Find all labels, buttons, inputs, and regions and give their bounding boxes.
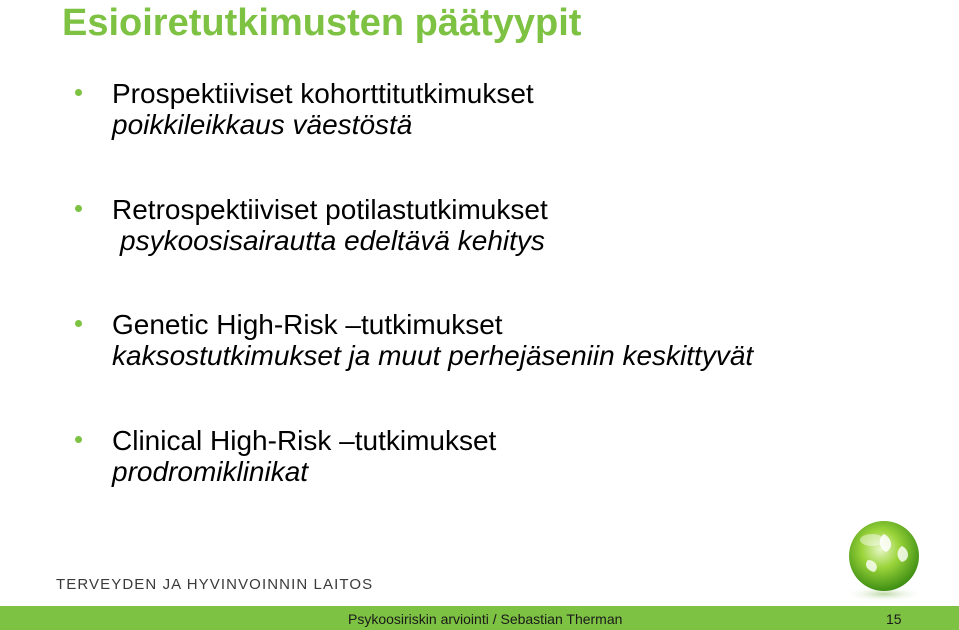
bullet-heading: Clinical High-Risk –tutkimukset [112,425,497,456]
bullet-dot-icon [75,89,82,96]
organization-logo-text: TERVEYDEN JA HYVINVOINNIN LAITOS [56,576,374,593]
footer-text: Psykoosiriskin arviointi / Sebastian Therman [348,611,623,627]
bullet-heading: Retrospektiiviset potilastutkimukset [112,194,548,225]
bullet-detail: kaksostutkimukset ja muut perhejäseniin keskittyvät [112,340,754,371]
page-number: 15 [886,611,902,627]
bullet-dot-icon [75,436,82,443]
bullet-detail: prodromiklinikat [112,456,309,487]
bullet-dot-icon [75,320,82,327]
bullet-detail: poikkileikkaus väestöstä [112,109,413,140]
bullet-heading: Genetic High-Risk –tutkimukset [112,309,503,340]
green-orb-icon [832,516,936,604]
bullet-detail: psykoosisairautta edeltävä kehitys [120,225,545,256]
bullet-dot-icon [75,205,82,212]
slide-title: Esioiretutkimusten päätyypit [62,2,582,44]
bullet-heading: Prospektiiviset kohorttitutkimukset [112,78,534,109]
